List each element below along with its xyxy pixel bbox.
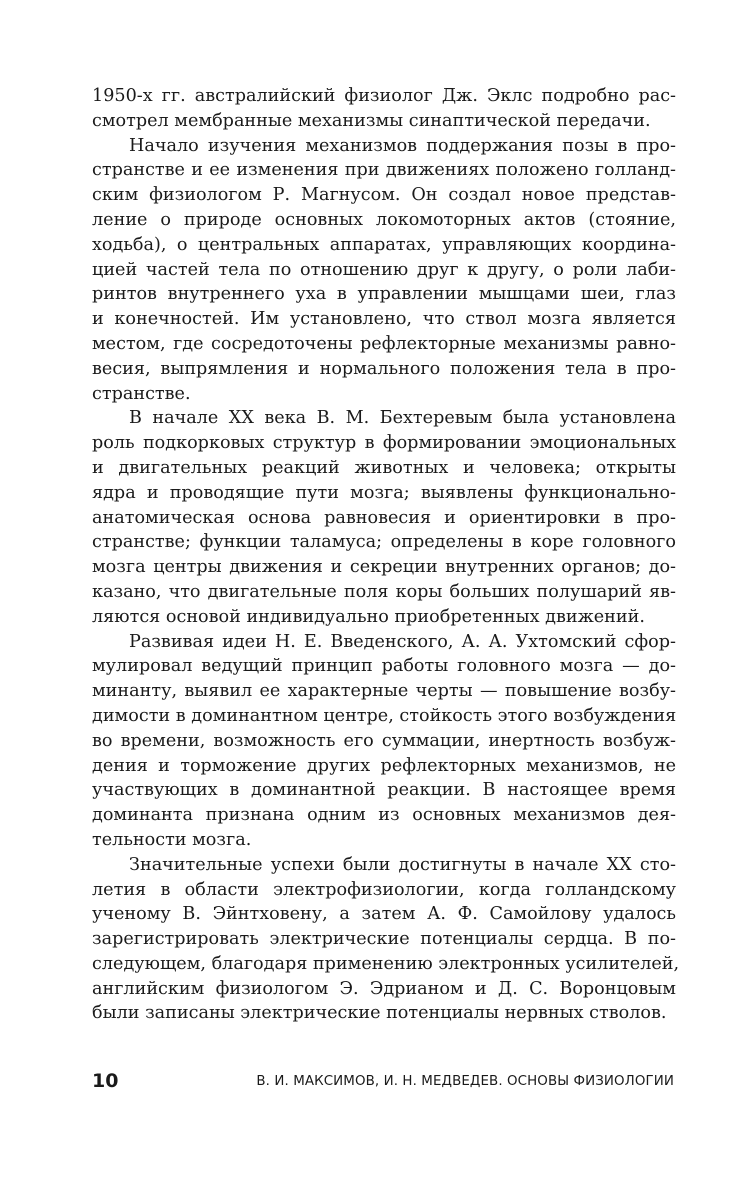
text-line: участвующих в доминантной реакции. В настоящее время <box>92 780 676 801</box>
text-line: и двигательных реакций животных и человека; открыты <box>92 457 676 478</box>
text-line: странстве и ее изменения при движениях положено голланд- <box>92 160 676 181</box>
text-line: тельности мозга. <box>92 829 252 850</box>
text-line: В начале XX века В. М. Бехтеревым была установлена <box>129 408 676 429</box>
paragraph <box>92 134 676 407</box>
text-line: ринтов внутреннего уха в управлении мышцами шеи, глаз <box>92 284 676 305</box>
text-line: казано, что двигательные поля коры больших полушарий яв- <box>92 581 676 602</box>
text-line: анатомическая основа равновесия и ориентировки в про- <box>92 507 676 528</box>
text-line: летия в области электрофизиологии, когда голландскому <box>92 879 676 900</box>
text-line: дения и торможение других рефлекторных механизмов, не <box>92 755 676 776</box>
text-line: зарегистрировать электрические потенциалы сердца. В по- <box>92 929 676 950</box>
text-line: были записаны электрические потенциалы нервных стволов. <box>92 1003 667 1024</box>
text-line: ление о природе основных локомоторных актов (стояние, <box>92 209 676 230</box>
text-line: ученому В. Эйнтховену, а затем А. Ф. Самойлову удалось <box>92 904 676 925</box>
text-line: весия, выпрямления и нормального положения тела в про- <box>92 358 676 379</box>
text-line: следующем, благодаря применению электронных усилителей, <box>92 953 680 974</box>
text-line: местом, где сосредоточены рефлекторные механизмы равно- <box>92 333 676 354</box>
running-title: В. И. МАКСИМОВ, И. Н. МЕДВЕДЕВ. ОСНОВЫ ФИЗИОЛОГИИ <box>256 1074 674 1089</box>
text-line: ядра и проводящие пути мозга; выявлены функционально- <box>92 482 676 503</box>
paragraph <box>92 84 676 134</box>
text-line: странстве. <box>92 383 191 404</box>
text-line: мулировал ведущий принцип работы головного мозга — до- <box>92 656 676 677</box>
text-line: странстве; функции таламуса; определены в коре головного <box>92 532 676 553</box>
text-line: Развивая идеи Н. Е. Введенского, А. А. Ухтомский сфор- <box>129 631 676 652</box>
body-text <box>92 84 680 1026</box>
text-line: английским физиологом Э. Эдрианом и Д. С. Воронцовым <box>92 978 676 999</box>
text-line: и конечностей. Им установлено, что ствол мозга является <box>92 309 676 330</box>
text-line: ляются основой индивидуально приобретенных движений. <box>92 606 645 627</box>
text-line: ходьба), о центральных аппаратах, управляющих координа- <box>92 234 676 255</box>
text-line: во времени, возможность его суммации, инертность возбуж- <box>92 730 676 751</box>
text-line: минанту, выявил ее характерные черты — повышение возбу- <box>92 681 676 702</box>
text-line: димости в доминантном центре, стойкость этого возбуждения <box>92 705 677 726</box>
text-line: доминанта признана одним из основных механизмов дея- <box>92 805 676 826</box>
page-number: 10 <box>92 1070 119 1092</box>
text-line: Значительные успехи были достигнуты в начале XX сто- <box>129 854 676 875</box>
paragraph <box>92 853 680 1027</box>
text-line: мозга центры движения и секреции внутренних органов; до- <box>92 557 676 578</box>
text-line: 1950-х гг. австралийский физиолог Дж. Эклс подробно рас- <box>92 86 676 106</box>
text-line: Начало изучения механизмов поддержания позы в про- <box>129 135 676 156</box>
paragraph <box>92 406 676 629</box>
text-line: ским физиологом Р. Магнусом. Он создал новое представ- <box>92 185 676 206</box>
text-line: смотрел мембранные механизмы синаптической передачи. <box>92 110 651 131</box>
text-line: роль подкорковых структур в формировании эмоциональных <box>92 433 676 454</box>
page-footer <box>92 1068 674 1096</box>
text-line: цией частей тела по отношению друг к другу, о роли лаби- <box>92 259 676 280</box>
paragraph <box>92 630 676 853</box>
